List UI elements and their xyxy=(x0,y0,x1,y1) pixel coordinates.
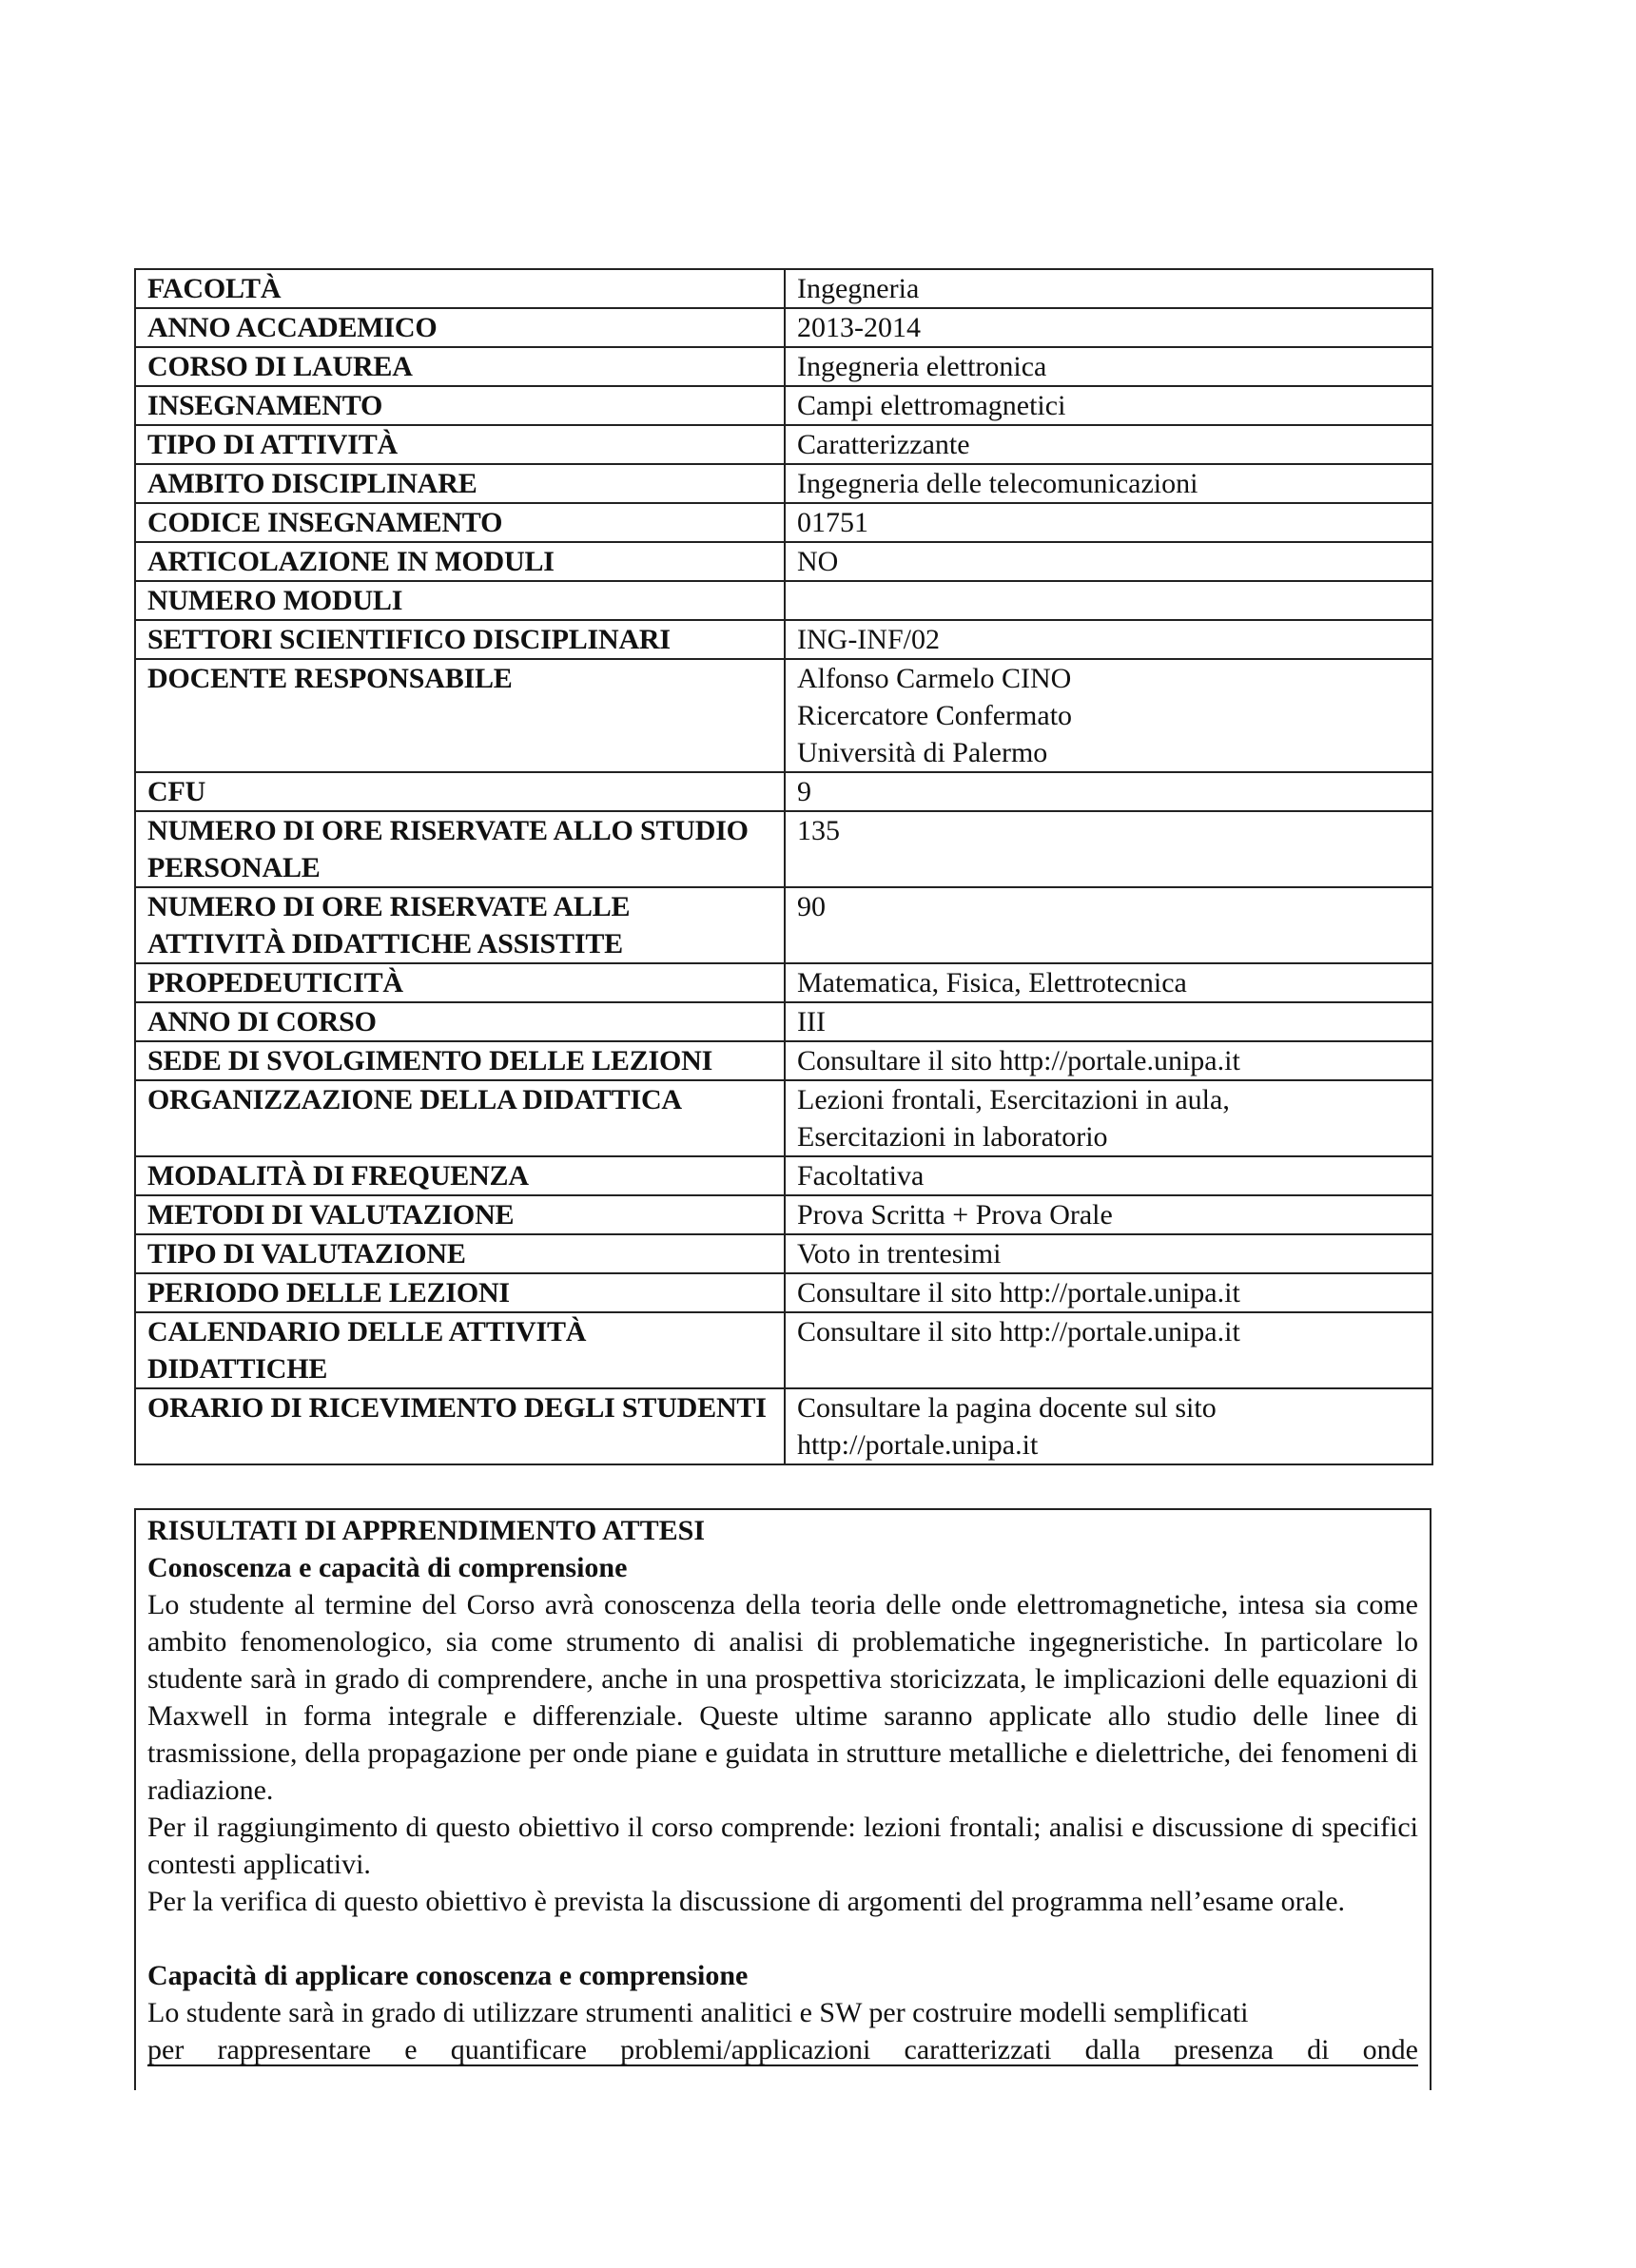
field-label: NUMERO DI ORE RISERVATE ALLE ATTIVITÀ DIDATTICHE ASSISTITE xyxy=(135,887,785,963)
field-value-line: Consultare il sito http://portale.unipa.it xyxy=(797,1045,1240,1076)
field-value-line: Lezioni frontali, Esercitazioni in aula, xyxy=(797,1084,1230,1115)
section-spacer xyxy=(147,1920,1418,1957)
field-value-line: 9 xyxy=(797,776,811,807)
field-value-line: ING-INF/02 xyxy=(797,624,940,655)
info-table-row xyxy=(135,1388,1432,1464)
field-value xyxy=(785,1195,1432,1234)
field-value-line: III xyxy=(797,1006,826,1037)
field-value-line: Ingegneria elettronica xyxy=(797,351,1047,382)
field-label: SETTORI SCIENTIFICO DISCIPLINARI xyxy=(135,620,785,659)
field-label: INSEGNAMENTO xyxy=(135,386,785,425)
field-label: MODALITÀ DI FREQUENZA xyxy=(135,1156,785,1195)
field-value xyxy=(785,620,1432,659)
field-value-line: Ingegneria xyxy=(797,273,920,304)
info-table-row xyxy=(135,269,1432,308)
field-value-line: Esercitazioni in laboratorio xyxy=(797,1121,1108,1153)
field-value xyxy=(785,659,1432,772)
info-table-row xyxy=(135,887,1432,963)
field-value-line: 01751 xyxy=(797,507,868,538)
field-value-line: 2013-2014 xyxy=(797,312,921,343)
field-label: AMBITO DISCIPLINARE xyxy=(135,464,785,503)
info-table-row xyxy=(135,1273,1432,1312)
field-value xyxy=(785,1312,1432,1388)
info-table-row xyxy=(135,542,1432,581)
info-table-row xyxy=(135,811,1432,887)
info-table-row xyxy=(135,347,1432,386)
learning-outcomes-box xyxy=(134,1508,1432,2090)
field-label: METODI DI VALUTAZIONE xyxy=(135,1195,785,1234)
info-table-row xyxy=(135,1080,1432,1156)
field-value xyxy=(785,1002,1432,1041)
field-value xyxy=(785,1273,1432,1312)
info-table-row xyxy=(135,581,1432,620)
field-label: NUMERO MODULI xyxy=(135,581,785,620)
field-value xyxy=(785,887,1432,963)
field-label: PROPEDEUTICITÀ xyxy=(135,963,785,1002)
field-value-line: Voto in trentesimi xyxy=(797,1238,1002,1270)
info-table-row xyxy=(135,386,1432,425)
field-value xyxy=(785,503,1432,542)
field-value-line: Matematica, Fisica, Elettrotecnica xyxy=(797,967,1187,998)
field-label: TIPO DI VALUTAZIONE xyxy=(135,1234,785,1273)
field-value-line: http://portale.unipa.it xyxy=(797,1429,1039,1461)
knowledge-paragraph: Per la verifica di questo obiettivo è prevista la discussione di argomenti del programma nell’esame orale. xyxy=(147,1886,1346,1917)
field-value xyxy=(785,1080,1432,1156)
field-value xyxy=(785,464,1432,503)
field-value xyxy=(785,581,1432,620)
field-label: CFU xyxy=(135,772,785,811)
field-label: CALENDARIO DELLE ATTIVITÀ DIDATTICHE xyxy=(135,1312,785,1388)
field-value xyxy=(785,269,1432,308)
application-paragraph-cutoff-line: per rappresentare e quantificare problemi/applicazioni caratterizzati dalla presenza di onde xyxy=(147,2034,1418,2065)
field-value-line: Facoltativa xyxy=(797,1160,925,1192)
info-table-row xyxy=(135,659,1432,772)
knowledge-paragraph: Per il raggiungimento di questo obiettivo il corso comprende: lezioni frontali; analisi e discussione di specifici contesti applicativi. xyxy=(147,1812,1418,1880)
field-label: TIPO DI ATTIVITÀ xyxy=(135,425,785,464)
field-label: ARTICOLAZIONE IN MODULI xyxy=(135,542,785,581)
info-table-row xyxy=(135,1156,1432,1195)
field-value-line: Campi elettromagnetici xyxy=(797,390,1066,421)
field-label: ANNO DI CORSO xyxy=(135,1002,785,1041)
field-value-line: Ingegneria delle telecomunicazioni xyxy=(797,468,1198,499)
field-label: NUMERO DI ORE RISERVATE ALLO STUDIO PERSONALE xyxy=(135,811,785,887)
field-value-line xyxy=(797,582,1420,619)
field-value xyxy=(785,811,1432,887)
field-value xyxy=(785,386,1432,425)
field-value xyxy=(785,1388,1432,1464)
field-value xyxy=(785,772,1432,811)
field-label: ORGANIZZAZIONE DELLA DIDATTICA xyxy=(135,1080,785,1156)
field-label: DOCENTE RESPONSABILE xyxy=(135,659,785,772)
info-table-row xyxy=(135,503,1432,542)
info-table-row xyxy=(135,1234,1432,1273)
application-section-title: Capacità di applicare conoscenza e comprensione xyxy=(147,1960,749,1991)
info-table-row xyxy=(135,1041,1432,1080)
info-table-row xyxy=(135,620,1432,659)
field-value xyxy=(785,963,1432,1002)
field-value-line: Università di Palermo xyxy=(797,737,1048,768)
field-value-line: Consultare il sito http://portale.unipa.it xyxy=(797,1277,1240,1308)
field-label: CORSO DI LAUREA xyxy=(135,347,785,386)
info-table-row xyxy=(135,425,1432,464)
field-label: PERIODO DELLE LEZIONI xyxy=(135,1273,785,1312)
field-value xyxy=(785,1041,1432,1080)
info-table-row xyxy=(135,963,1432,1002)
field-label: CODICE INSEGNAMENTO xyxy=(135,503,785,542)
learning-outcomes-heading: RISULTATI DI APPRENDIMENTO ATTESI xyxy=(147,1515,705,1546)
info-table-row xyxy=(135,1312,1432,1388)
field-label: ORARIO DI RICEVIMENTO DEGLI STUDENTI xyxy=(135,1388,785,1464)
course-info-table xyxy=(134,268,1433,1465)
field-value xyxy=(785,1234,1432,1273)
application-paragraph: Lo studente sarà in grado di utilizzare strumenti analitici e SW per costruire modelli semplificati xyxy=(147,1997,1249,2028)
field-value-line: Ricercatore Confermato xyxy=(797,700,1073,731)
field-value-line: NO xyxy=(797,546,839,577)
field-value-line: Consultare la pagina docente sul sito xyxy=(797,1392,1217,1424)
field-label: FACOLTÀ xyxy=(135,269,785,308)
field-label: SEDE DI SVOLGIMENTO DELLE LEZIONI xyxy=(135,1041,785,1080)
info-table-row xyxy=(135,1002,1432,1041)
field-value xyxy=(785,347,1432,386)
info-table-row xyxy=(135,1195,1432,1234)
field-value-line: Prova Scritta + Prova Orale xyxy=(797,1199,1113,1231)
field-value-line: Alfonso Carmelo CINO xyxy=(797,663,1072,694)
knowledge-section-title: Conoscenza e capacità di comprensione xyxy=(147,1552,628,1583)
field-value-line: Consultare il sito http://portale.unipa.it xyxy=(797,1316,1240,1347)
info-table-row xyxy=(135,464,1432,503)
field-value-line: 135 xyxy=(797,815,840,846)
field-value xyxy=(785,542,1432,581)
field-value xyxy=(785,1156,1432,1195)
course-info-table-body xyxy=(135,269,1432,1464)
field-value-line: Caratterizzante xyxy=(797,429,970,460)
field-value xyxy=(785,425,1432,464)
info-table-row xyxy=(135,772,1432,811)
info-table-row xyxy=(135,308,1432,347)
field-value-line: 90 xyxy=(797,891,826,922)
field-value xyxy=(785,308,1432,347)
field-label: ANNO ACCADEMICO xyxy=(135,308,785,347)
knowledge-paragraph: Lo studente al termine del Corso avrà conoscenza della teoria delle onde elettromagnetiche, intesa sia come ambito fenomenologico, sia come strumento di analisi di problematiche ingegneristiche. In particolare lo studente sarà in grado di comprendere, anche in una prospettiva storicizzata, le implicazioni delle equazioni di Maxwell in forma integrale e differenziale. Queste ultime saranno applicate allo studio delle linee di trasmissione, della propagazione per onde piane e guidata in strutture metalliche e dielettriche, dei fenomeni di radiazione. xyxy=(147,1589,1418,1806)
